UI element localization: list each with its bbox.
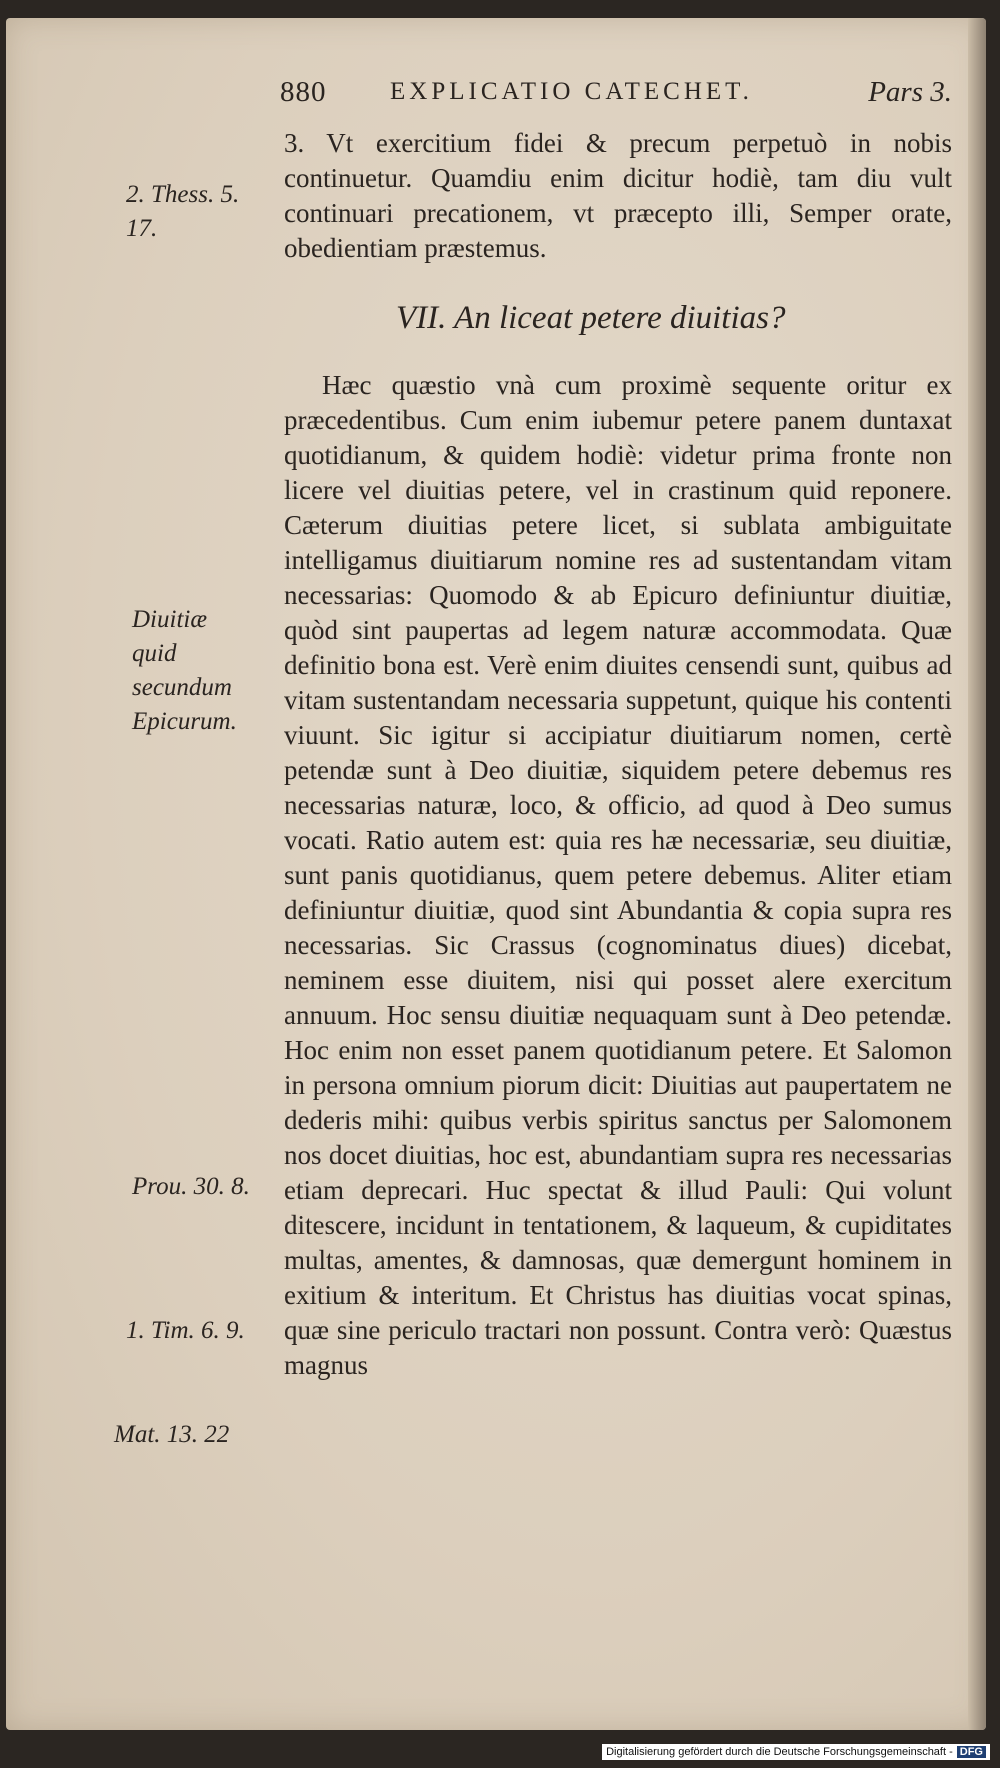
margin-note: Diuitiæ quid secundum Epicurum. [132,606,237,735]
footer-text: Digitalisierung gefördert durch die Deutsche Forschungsgemeinschaft - [606,1746,953,1758]
paragraph: Hæc quæstio vnà cum proximè sequente oritur ex præcedentibus. Cum enim iubemur petere panem duntaxat quotidianum, & quidem hodiè: videtur prima fronte non licere vel diuitias petere, vel in crastinum quid reponere. Cæterum diuitias petere licet, si sublata ambiguitate intelligamus diuitiarum nomine res ad sustentandam vitam necessarias: Quomodo & ab Epicuro definiuntur diuitiæ, quòd sint paupertas ad legem naturæ accommodata. Quæ definitio bona est. Verè enim diuites censendi sunt, quibus ad vitam sustentandam necessaria suppetunt, quique his contenti viuunt. Sic igitur si accipiatur diuitiarum nomen, certè petendæ sunt à Deo diuitiæ, siquidem petere debemus res necessarias naturæ, loco, & officio, ad quod à Deo sumus vocati. Ratio autem est: quia res hæ necessariæ, seu diuitiæ, sunt panis quotidianus, quem petere debemus. Aliter etiam definiuntur diuitiæ, quod sint Abundantia & copia supra res necessarias. Sic Crassus (cognominatus diues) dicebat, neminem esse diuitem, nisi qui posset alere exercitum annuum. Hoc sensu diuitiæ nequaquam sunt à Deo petendæ. Hoc enim non esset panem quotidianum petere. Et Salomon in persona omnium piorum dicit: Diuitias aut paupertatem ne dederis mihi: quibus verbis spiritus sanctus per Salomonem nos docet diuitias, hoc est, abundantiam supra res necessarias etiam deprecari. Huc spectat & illud Pauli: Qui volunt ditescere, incidunt in tentationem, & laqueum, & cupiditates multas, amentes, & damnosas, quæ demergunt hominem in exitium & interitum. Et Christus has diuitias vocat spinas, quæ sine periculo tractari non possunt. Contra verò: Quæstus magnus [284,370,952,1380]
running-title: EXPLICATIO CATECHET. [390,78,753,105]
body-text [284,126,952,266]
dfg-logo: DFG [957,1746,986,1758]
digitization-footer [602,1744,990,1760]
part-label: Pars 3. [868,76,952,108]
section-heading: VII. An liceat petere diuitias? [396,300,786,336]
margin-note: Mat. 13. 22 [114,1421,230,1448]
book-page [6,18,986,1730]
page-number: 880 [280,76,327,108]
running-header [280,76,952,116]
margin-note: 2. Thess. 5. 17. [126,181,240,242]
paragraph: 3. Vt exercitium fidei & precum perpetuò in nobis continuetur. Quamdiu enim dicitur hodiè, tam diu vult continuari precationem, vt præcepto illi, Semper orate, obedientiam præstemus. [284,128,952,263]
body-text-main [284,368,952,1383]
margin-note: 1. Tim. 6. 9. [126,1317,245,1344]
page-edge [968,18,986,1730]
margin-note: Prou. 30. 8. [132,1173,250,1200]
